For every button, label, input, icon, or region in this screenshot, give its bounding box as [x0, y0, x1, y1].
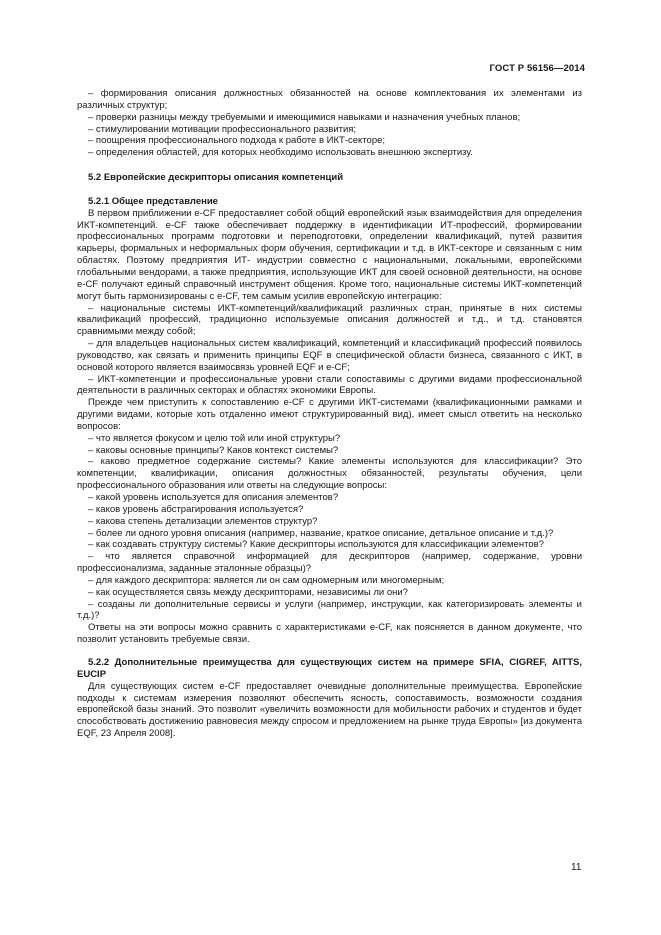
question-item: – что является фокусом и целю той или иной структуры? — [88, 432, 341, 444]
question-item: – каково предметное содержание системы? Какие элементы используются для классификации? Это компетенции, квалификации, описания должностных обязанностей, результаты обучения, цели профессионального образования или ответы на следующие вопросы: — [77, 456, 582, 492]
intro-item: – формирования описания должностных обязанностей на основе комплектования их элементами из различных структур; — [77, 88, 582, 111]
question-item: – как осуществляется связь между дескрипторами, независимы ли они? — [88, 586, 408, 598]
question-item: – каков уровень абстрагирования используется? — [88, 503, 304, 515]
page-number: 11 — [571, 862, 582, 873]
standard-header: ГОСТ Р 56156—2014 — [489, 63, 585, 74]
intro-item: – поощрения профессионального подхода к работе в ИКТ-секторе; — [88, 135, 386, 147]
paragraph: Ответы на эти вопросы можно сравнить с характеристиками e-CF, как поясняется в данном документе, что позволит установить требуемые связи. — [77, 622, 582, 646]
paragraph: Для существующих систем e-CF предоставляет очевидные дополнительные преимущества. Европейские подходы к системам измерения позволяют обеспечить ясность, сопоставимость, возможности создания европейской базы знаний. Это позволит «увеличить возможности для мобильности рабочих и студентов и будет способствовать достижению равновесия между спросом и предложением на рынке труда Европы» [из документа EQF, 23 Апреля 2008]. — [77, 680, 582, 740]
section-5-2-1-heading: 5.2.1 Общее представление — [88, 195, 218, 207]
question-item: – что является справочной информацией для дескрипторов (например, содержание, уровни профессионализма, заданные эталонные образцы)? — [77, 551, 582, 575]
question-item: – для каждого дескриптора: является ли он сам одномерным или многомерным; — [88, 574, 445, 586]
question-item: – созданы ли дополнительные сервисы и услуги (например, инструкции, как категоризировать элементы и т.д.)? — [77, 598, 582, 622]
list-item: – национальные системы ИКТ-компетенций/квалификаций различных стран, принятые в них системы квалификаций профессий, традиционно используемые описания должностей и т.д., и т.д. становятся сравнимыми между собой; — [77, 302, 582, 338]
paragraph: В первом приближении e-CF предоставляет собой общий европейский язык взаимодействия для определения ИКТ-компетенций. e-CF также обеспечивает поддержку в идентификации ИТ-профессий, формировании профессиональных программ подготовки и переподготовки, определении квалификаций, путей развития карьеры, формальных и неформальных форм обучения, сертификации и т.д. в ИКТ-секторе и связанным с ним областях. Поэтому предприятия ИТ- индустрии совместно с национальными, локальными, европейскими глобальными вендорами, а также предприятия, использующие ИКТ для своей основной деятельности, на основе e-CF получают единый справочный инструмент общения. Кроме того, национальные системы ИКТ-компетенций могут быть гармонизированы с e-CF, тем самым усилив европейскую интеграцию: — [77, 207, 582, 302]
document-body — [77, 88, 582, 740]
intro-item: – проверки разницы между требуемыми и имеющимися навыками и назначения учебных планов; — [88, 111, 521, 123]
question-item: – как создавать структуру системы? Какие дескрипторы используются для классификации элементов? — [88, 539, 544, 551]
section-5-2-2-heading: 5.2.2 Дополнительные преимущества для существующих систем на примере SFIA, CIGREF, AITTS, EUCIP — [77, 656, 582, 680]
question-item: – более ли одного уровня описания (например, название, краткое описание, детальное описание и т.д.)? — [88, 527, 554, 539]
intro-item: – стимулировании мотивации профессионального развития; — [88, 123, 357, 135]
question-item: – каковы основные принципы? Каков контекст системы? — [88, 444, 339, 456]
section-5-2-heading: 5.2 Европейские дескрипторы описания компетенций — [88, 172, 344, 184]
question-item: – какой уровень используется для описания элементов? — [88, 492, 339, 503]
paragraph: Прежде чем приступить к сопоставлению e-CF с другими ИКТ-системами (квалификационными рамками и другими видами, которые хоть отдаленно имеют структурированный вид), имеет смысл ответить на несколько вопросов: — [77, 397, 582, 432]
intro-item: – определения областей, для которых необходимо использовать внешнюю экспертизу. — [88, 147, 473, 159]
list-item: – для владельцев национальных систем квалификаций, компетенций и классификаций профессий появилось руководство, как связать и применить принципы EQF в специфической области бизнеса, связанного с ИКТ, в основой которого является взаимосвязь уровней EQF и e-CF; — [77, 338, 582, 373]
list-item: – ИКТ-компетенции и профессиональные уровни стали сопоставимы с другими видами профессиональной деятельности в различных секторах и областях экономики Европы. — [77, 373, 582, 397]
question-item: – какова степень детализации элементов структур? — [88, 515, 318, 527]
